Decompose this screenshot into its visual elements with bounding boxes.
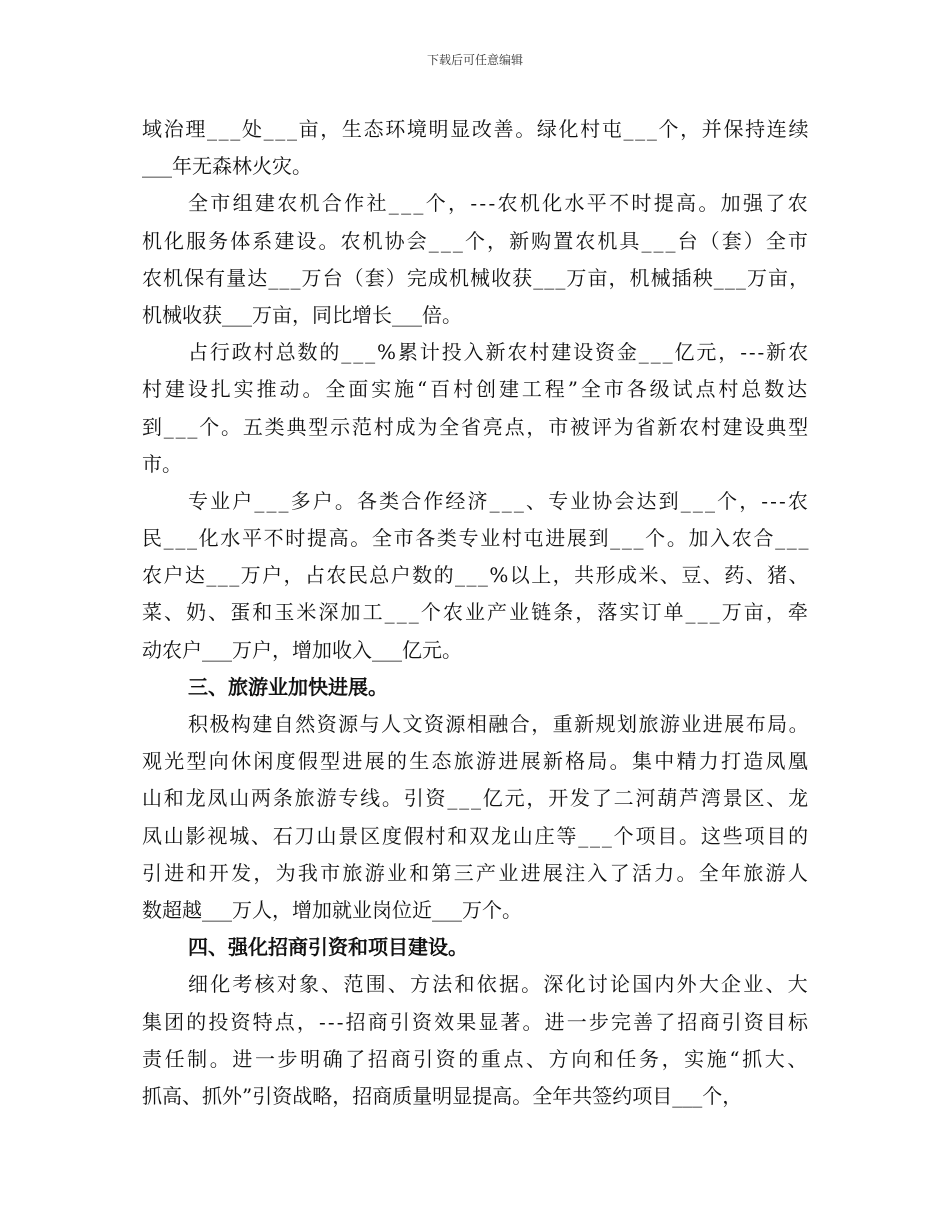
text-line: 数超越___万人，增加就业岗位近___万个。: [142, 897, 522, 922]
section-heading: 三、旅游业加快进展。: [188, 674, 388, 699]
text-line: 山和龙凤山两条旅游专线。引资___亿元，开发了二河葫芦湾景区、龙: [142, 786, 810, 811]
text-line: 观光型向休闲度假型进展的生态旅游进展新格局。集中精力打造凤凰: [142, 749, 811, 774]
document-body: [142, 111, 810, 1115]
page-header-note: 下载后可任意编辑: [426, 53, 523, 67]
text-line: 农户达___万户，占农民总户数的___%以上，共形成米、豆、药、猪、: [142, 563, 810, 588]
text-line: 全市组建农机合作社___个，---农机化水平不时提高。加强了农: [188, 191, 810, 216]
text-line: 机械收获___万亩，同比增长___倍。: [142, 302, 462, 327]
text-line: 凤山影视城、石刀山景区度假村和双龙山庄等___个项目。这些项目的: [142, 823, 810, 848]
text-line: 积极构建自然资源与人文资源相融合，重新规划旅游业进展布局。: [188, 712, 811, 736]
text-line: ___年无森林火灾。: [142, 154, 312, 179]
text-line: 引进和开发，为我市旅游业和第三产业进展注入了活力。全年旅游人: [142, 860, 811, 885]
text-line: 责任制。进一步明确了招商引资的重点、方向和任务，实施“抓大、: [142, 1046, 810, 1071]
text-line: 农机保有量达___万台（套）完成机械收获___万亩，机械插秧___万亩，: [142, 265, 811, 290]
text-line: 细化考核对象、范围、方法和依据。深化讨论国内外大企业、大: [188, 972, 810, 997]
text-line: 专业户___多户。各类合作经济___、专业协会达到___个，---农: [188, 488, 811, 513]
text-line: 机化服务体系建设。农机协会___个，新购置农机具___台（套）全市: [142, 228, 810, 253]
text-line: 到___个。五类典型示范村成为全省亮点，市被评为省新农村建设典型: [142, 414, 810, 439]
text-line: 动农户___万户，增加收入___亿元。: [142, 637, 462, 662]
text-line: 域治理___处___亩，生态环境明显改善。绿化村屯___个，并保持连续: [142, 117, 811, 141]
text-line: 占行政村总数的___%累计投入新农村建设资金___亿元，---新农: [188, 340, 810, 365]
text-line: 市。: [142, 451, 182, 476]
section-heading: 四、强化招商引资和项目建设。: [188, 935, 468, 960]
text-line: 菜、奶、蛋和玉米深加工___个农业产业链条，落实订单___万亩，牵: [142, 600, 810, 625]
text-line: 村建设扎实推动。全面实施“百村创建工程”全市各级试点村总数达: [142, 377, 811, 402]
text-line: 集团的投资特点，---招商引资效果显著。进一步完善了招商引资目标: [142, 1009, 811, 1034]
text-line: 抓高、抓外”引资战略，招商质量明显提高。全年共签约项目___个，: [142, 1083, 743, 1108]
text-line: 民___化水平不时提高。全市各类专业村屯进展到___个。加入农合___: [142, 526, 811, 551]
